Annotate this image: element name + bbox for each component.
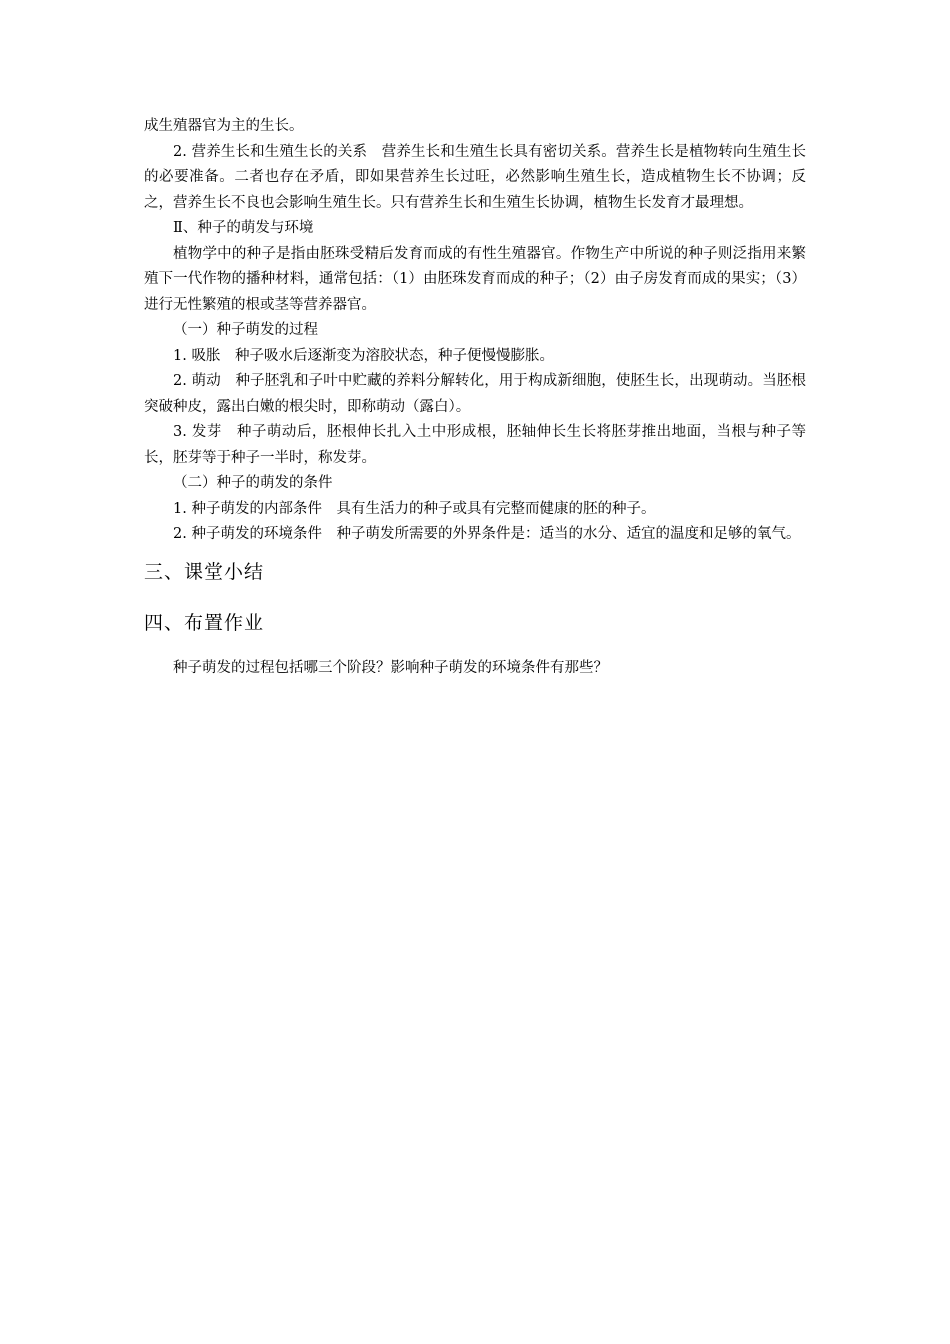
heading-homework: 四、布置作业 [144,611,265,634]
paragraph-continuation: 成生殖器官为主的生长。 [144,118,304,134]
paragraph-homework-question: 种子萌发的过程包括哪三个阶段？影响种子萌发的环境条件有那些？ [173,659,608,676]
paragraph-process-sprouting: 2. 萌动 种子胚乳和子叶中贮藏的养料分解转化，用于构成新细胞，使胚生长，出现萌动。当胚根突破种皮，露出白嫩的根尖时，即称萌动（露白）。 [144,373,806,415]
document-page [144,114,806,681]
paragraph-process-imbibition: 1. 吸胀 种子吸水后逐渐变为溶胶状态，种子便慢慢膨胀。 [173,347,554,364]
paragraph-environment-conditions: 2. 种子萌发的环境条件 种子萌发所需要的外界条件是：适当的水分、适宜的温度和足够的氧气。 [173,526,801,542]
paragraph-internal-conditions: 1. 种子萌发的内部条件 具有生活力的种子或具有完整而健康的胚的种子。 [173,500,656,517]
subsection-title-seed-germination: Ⅱ、种子的萌发与环境 [173,220,314,236]
heading-class-summary: 三、课堂小结 [144,560,265,583]
paragraph-process-germination: 3. 发芽 种子萌动后，胚根伸长扎入土中形成根，胚轴伸长生长将胚芽推出地面，当根与种子等长，胚芽等于种子一半时，称发芽。 [144,424,806,466]
section-title-germination-conditions: （二）种子的萌发的条件 [173,475,333,491]
section-title-germination-process: （一）种子萌发的过程 [173,322,318,338]
paragraph-seed-definition: 植物学中的种子是指由胚珠受精后发育而成的有性生殖器官。作物生产中所说的种子则泛指用来繁殖下一代作物的播种材料，通常包括：（1）由胚珠发育而成的种子；（2）由子房发育而成的果实；（3）进行无性繁殖的根或茎等营养器官。 [144,245,807,313]
paragraph-growth-relation: 2. 营养生长和生殖生长的关系 营养生长和生殖生长具有密切关系。营养生长是植物转向生殖生长的必要准备。二者也存在矛盾，即如果营养生长过旺，必然影响生殖生长，造成植物生长不协调；反之，营养生长不良也会影响生殖生长。只有营养生长和生殖生长协调，植物生长发育才最理想。 [144,143,806,211]
